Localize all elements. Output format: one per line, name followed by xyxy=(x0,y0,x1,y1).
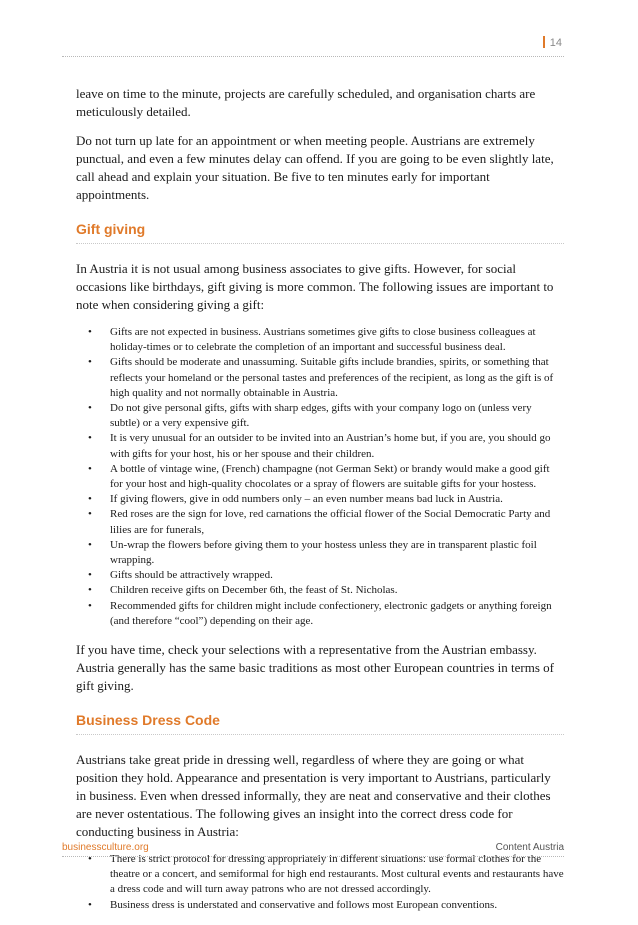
bullet-icon: • xyxy=(88,853,92,866)
page-number-bar xyxy=(543,36,545,48)
list-item-text: Recommended gifts for children might include confectionery, electronic gadgets or anything foreign (and therefore “cool”) depending on their age. xyxy=(110,599,552,627)
bullet-icon: • xyxy=(88,432,92,445)
bullet-icon: • xyxy=(88,326,92,338)
list-item xyxy=(88,583,564,598)
list-item xyxy=(88,401,564,431)
list-item-text: Gifts should be attractively wrapped. xyxy=(110,569,273,582)
paragraph-gift-outro: If you have time, check your selections with a representative from the Austrian embassy. Austria generally has the same basic traditions as most other European countries in terms of gift giving. xyxy=(76,642,554,694)
list-item-text: Gifts are not expected in business. Austrians sometimes give gifts to close business colleagues at holiday-times or to celebrate the completion of an important and successful business deal. xyxy=(110,326,536,354)
paragraph-dress-intro: Austrians take great pride in dressing well, regardless of where they are going or what position they hold. Appearance and presentation is very important to Austrians, particularly in business. Even when dressed informally, they are neat and conservative and their clothes are never ostentatious. The following gives an insight into the correct dress code for conducting business in Austria: xyxy=(76,752,551,840)
list-item-text: Children receive gifts on December 6th, the feast of St. Nicholas. xyxy=(110,584,398,597)
list-item-text: If giving flowers, give in odd numbers only – an even number means bad luck in Austria. xyxy=(110,493,503,506)
footer-title: Content Austria xyxy=(495,842,564,853)
list-item-text: Do not give personal gifts, gifts with sharp edges, gifts with your company logo on (unless very subtle) or a very expensive gift. xyxy=(110,402,532,430)
bullet-icon: • xyxy=(88,402,92,415)
bullet-icon: • xyxy=(88,356,92,369)
bullet-icon: • xyxy=(88,462,92,475)
bullet-icon: • xyxy=(88,569,92,582)
list-item xyxy=(88,507,564,537)
list-item-text: A bottle of vintage wine, (French) champagne (not German Sekt) or brandy would make a good gift for your host and high-quality chocolates or a spray of flowers are suitable gifts for your hostess. xyxy=(110,462,550,491)
list-item xyxy=(88,599,564,629)
page-footer xyxy=(62,840,564,857)
list-item-text: There is strict protocol for dressing appropriately in different situations: use formal clothes for the theatre or a concert, and semiformal for high end restaurants. Most cultural events and restaurants have a dress code and will turn away patrons who are not dressed accordingly. xyxy=(110,853,564,896)
list-item xyxy=(88,462,564,492)
page-number-text: 14 xyxy=(549,37,562,49)
heading-gift-giving: Gift giving xyxy=(76,221,564,244)
list-item xyxy=(88,898,564,913)
list-item-text: Un-wrap the flowers before giving them to your hostess unless they are in transparent plastic foil wrapping. xyxy=(110,538,537,567)
footer-site: businessculture.org xyxy=(62,842,149,853)
list-item-text: Business dress is understated and conservative and follows most European conventions. xyxy=(110,898,498,911)
list-item-text: It is very unusual for an outsider to be invited into an Austrian’s home but, if you are, you should go with gifts for your host, his or her spouse and their children. xyxy=(110,432,551,460)
list-item xyxy=(88,568,564,583)
dress-bullet-list xyxy=(76,852,564,913)
list-item xyxy=(88,538,564,568)
paragraph-intro-1: leave on time to the minute, projects are carefully scheduled, and organisation charts are meticulously detailed. xyxy=(76,86,536,119)
page-number xyxy=(543,36,562,49)
list-item xyxy=(88,325,564,355)
list-item xyxy=(88,431,564,461)
bullet-icon: • xyxy=(88,599,92,612)
header-rule xyxy=(62,56,564,57)
gift-bullet-list xyxy=(76,325,564,629)
page-content xyxy=(76,85,564,925)
list-item xyxy=(88,355,564,401)
list-item xyxy=(88,852,564,898)
paragraph-gift-intro: In Austria it is not usual among business associates to give gifts. However, for social occasions like birthdays, gift giving is more common. The following issues are important to note when considering giving a gift: xyxy=(76,261,554,312)
bullet-icon: • xyxy=(88,584,92,597)
paragraph-intro-2: Do not turn up late for an appointment or when meeting people. Austrians are extremely punctual, and even a few minutes delay can offend. If you are going to be even slightly late, call ahead and explain your situation. Be five to ten minutes early for important appointments. xyxy=(76,133,554,202)
bullet-icon: • xyxy=(88,493,92,506)
list-item-text: Gifts should be moderate and unassuming. Suitable gifts include brandies, spirits, or something that reflects your homeland or the personal tastes and preferences of the recipient, as long as the gift is of high quality and not normally obtainable in Austria. xyxy=(110,356,554,399)
bullet-icon: • xyxy=(88,538,92,551)
heading-business-dress-code: Business Dress Code xyxy=(76,712,564,735)
bullet-icon: • xyxy=(88,898,92,911)
list-item-text: Red roses are the sign for love, red carnations the official flower of the Social Democratic Party and lilies are for funerals, xyxy=(110,508,551,536)
bullet-icon: • xyxy=(88,508,92,521)
list-item xyxy=(88,492,564,507)
